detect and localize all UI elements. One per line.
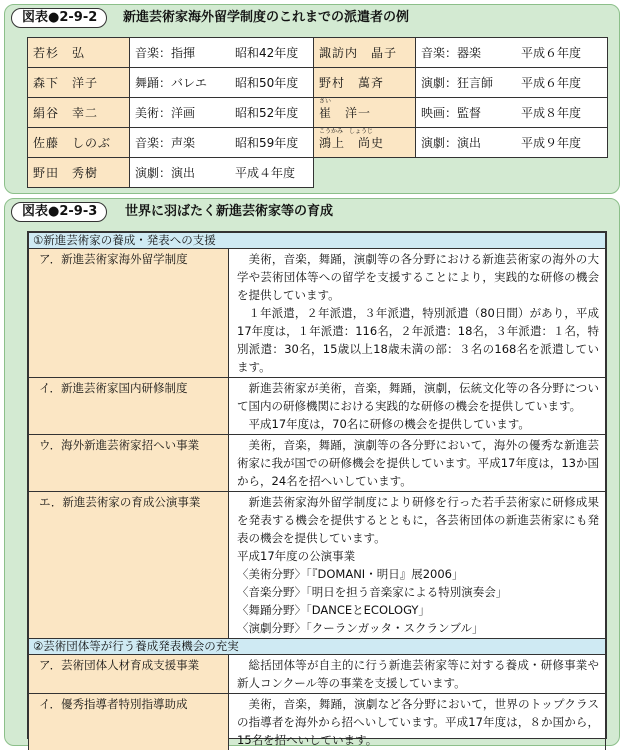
- performance-list-item: 〈舞踊分野〉「DANCEとECOLOGY」: [237, 603, 430, 617]
- program-label: ウ．海外新進芸術家招へい事業: [29, 435, 229, 492]
- program-description: [229, 249, 606, 378]
- field-label: 舞踊：バレエ: [135, 76, 208, 90]
- table-row: [29, 435, 606, 492]
- person-name: 絹谷 幸二: [28, 98, 130, 128]
- ruby-reading: こうかみ しょうじ: [319, 128, 374, 135]
- field-year-cell: [416, 128, 608, 158]
- table-row: [28, 38, 608, 68]
- empty-cell: [416, 158, 608, 188]
- person-name: 鴻上 尚史: [319, 136, 385, 150]
- description-paragraph: 美術，音楽，舞踊，演劇等の各分野における新進芸術家の海外の大学や芸術団体等への留学を支援することにより，実践的な研修の機会を提供しています。: [237, 252, 599, 302]
- table-row: [29, 694, 606, 750]
- field-year-cell: [130, 38, 314, 68]
- field-label: 音楽：声楽: [135, 136, 196, 150]
- year-label: 平成６年度: [521, 76, 582, 90]
- field-year-cell: [130, 128, 314, 158]
- program-description: [229, 435, 606, 492]
- person-name: 野田 秀樹: [28, 158, 130, 188]
- person-name: 諏訪内 晶子: [314, 38, 416, 68]
- figure-title: 新進芸術家海外留学制度のこれまでの派遣者の例: [123, 10, 410, 25]
- section-row: [29, 639, 606, 655]
- year-label: 平成４年度: [235, 166, 296, 180]
- year-label: 平成８年度: [521, 106, 582, 120]
- field-year-cell: [130, 98, 314, 128]
- table-row: [28, 98, 608, 128]
- figure-title-bar: [11, 202, 613, 222]
- person-name: 佐藤 しのぶ: [28, 128, 130, 158]
- figure-number: 図表●2-9-3: [22, 204, 98, 219]
- table-row: [29, 378, 606, 435]
- person-name-with-ruby: [314, 98, 416, 128]
- program-label: ア．芸術団体人材育成支援事業: [29, 655, 229, 694]
- program-label: イ．優秀指導者特別指導助成: [29, 694, 229, 750]
- figure-title-bar: [11, 8, 613, 28]
- figure-number-tab: [11, 8, 107, 28]
- person-name: 野村 萬斉: [314, 68, 416, 98]
- dispatch-examples-table: [27, 37, 608, 188]
- field-year-cell: [416, 98, 608, 128]
- performance-list-title: 平成17年度の公演事業: [237, 549, 356, 563]
- field-label: 音楽：器楽: [421, 46, 482, 60]
- table-row: [28, 158, 608, 188]
- field-label: 演劇：狂言師: [421, 76, 494, 90]
- figure-title: 世界に羽ばたく新進芸術家等の育成: [125, 204, 334, 219]
- program-label: ア．新進芸術家海外留学制度: [29, 249, 229, 378]
- description-paragraph: 新進芸術家海外留学制度により研修を行った若手芸術家に研修成果を発表する機会を提供するとともに，各芸術団体の新進芸術家にも発表の機会を提供しています。: [237, 495, 599, 545]
- field-year-cell: [130, 158, 314, 188]
- program-label: エ．新進芸術家の育成公演事業: [29, 492, 229, 639]
- year-label: 平成９年度: [521, 136, 582, 150]
- year-label: 昭和52年度: [235, 106, 299, 120]
- performance-list-item: 〈美術分野〉「『DOMANI・明日』展2006」: [237, 567, 464, 581]
- figure-number-tab: [11, 202, 107, 222]
- person-name: 若杉 弘: [28, 38, 130, 68]
- description-paragraph: 美術，音楽，舞踊，演劇など各分野において，世界のトップクラスの指導者を海外から招へいしています。平成17年度は，８か国から，15名を招へいしています。: [237, 697, 599, 747]
- empty-cell: [314, 158, 416, 188]
- table-row: [29, 655, 606, 694]
- support-programs-table: [28, 232, 606, 750]
- ruby-wrap: [319, 128, 385, 151]
- table-row: [28, 128, 608, 158]
- description-paragraph: １年派遣，２年派遣，３年派遣，特別派遣（80日間）があり，平成17年度は，１年派遣：116名，２年派遣：18名，３年派遣：１名，特別派遣：30名，15歳以上18歳未満の部：３名の168名を派遣しています。: [237, 306, 599, 374]
- description-paragraph: 総括団体等が自主的に行う新進芸術家等に対する養成・研修事業や新人コンクール等の事業を支援しています。: [237, 658, 599, 690]
- field-label: 演劇：演出: [135, 166, 196, 180]
- description-paragraph: 新進芸術家が美術，音楽，舞踊，演劇，伝統文化等の各分野について国内の研修機関における実践的な研修の機会を提供しています。: [237, 381, 599, 413]
- table-row: [28, 68, 608, 98]
- person-name: 森下 洋子: [28, 68, 130, 98]
- performance-list-item: 〈音楽分野〉「明日を担う音楽家による特別演奏会」: [237, 585, 508, 599]
- figure-2-9-3-panel: [4, 198, 620, 746]
- section-heading: ②芸術団体等が行う養成発表機会の充実: [29, 639, 606, 655]
- person-name-with-ruby: [314, 128, 416, 158]
- year-label: 昭和50年度: [235, 76, 299, 90]
- description-paragraph: 美術，音楽，舞踊，演劇等の各分野において，海外の優秀な新進芸術家に我が国での研修機会を提供しています。平成17年度は，13か国から，24名を招へいしています。: [237, 438, 599, 488]
- field-year-cell: [130, 68, 314, 98]
- program-label: イ．新進芸術家国内研修制度: [29, 378, 229, 435]
- ruby-wrap: [319, 98, 372, 121]
- field-label: 演劇：演出: [421, 136, 482, 150]
- field-year-cell: [416, 68, 608, 98]
- performance-list-item: 〈演劇分野〉「クーランガッタ・スクランブル」: [237, 621, 484, 635]
- year-label: 昭和42年度: [235, 46, 299, 60]
- field-label: 映画：監督: [421, 106, 482, 120]
- person-name: 崔 洋一: [319, 106, 372, 120]
- description-paragraph: 平成17年度は，70名に研修の機会を提供しています。: [248, 417, 530, 431]
- section-heading: ①新進芸術家の養成・発表への支援: [29, 233, 606, 249]
- figure-2-9-2-panel: [4, 4, 620, 194]
- section-row: [29, 233, 606, 249]
- program-description: [229, 694, 606, 750]
- table-row: [29, 492, 606, 639]
- table-row: [29, 249, 606, 378]
- year-label: 昭和59年度: [235, 136, 299, 150]
- figure-number: 図表●2-9-2: [22, 10, 98, 25]
- year-label: 平成６年度: [521, 46, 582, 60]
- field-label: 音楽：指揮: [135, 46, 196, 60]
- program-description: [229, 655, 606, 694]
- ruby-reading: さい: [319, 98, 332, 105]
- program-description: [229, 492, 606, 639]
- field-year-cell: [416, 38, 608, 68]
- support-programs-table-wrap: [27, 231, 607, 747]
- program-description: [229, 378, 606, 435]
- field-label: 美術：洋画: [135, 106, 196, 120]
